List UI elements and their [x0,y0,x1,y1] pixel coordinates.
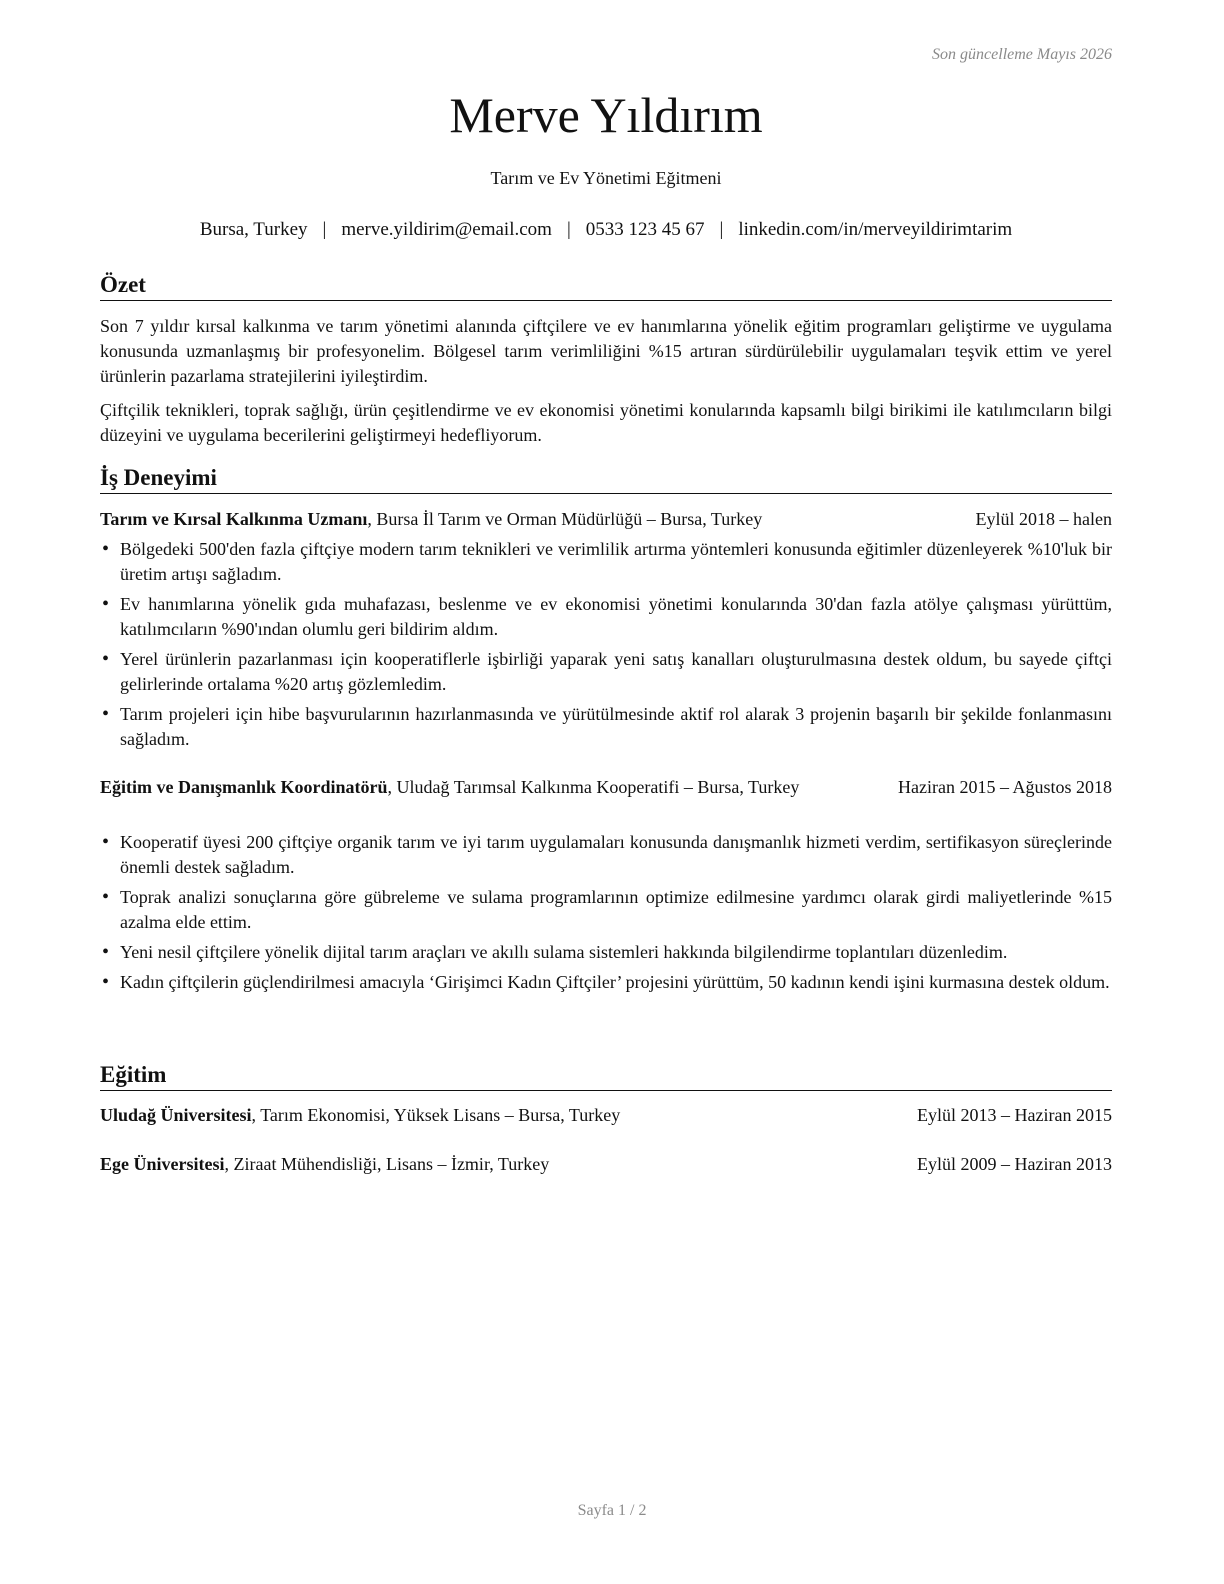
job-dates: Haziran 2015 – Ağustos 2018 [898,777,1112,797]
education-entry [100,1103,1112,1128]
contact-email[interactable]: merve.yildirim@email.com [341,219,552,240]
school-name: Uludağ Üniversitesi [100,1105,252,1125]
education-entry [100,1152,1112,1177]
education-dates: Eylül 2009 – Haziran 2013 [917,1154,1112,1174]
contact-phone: 0533 123 45 67 [585,219,705,240]
job-role: Tarım ve Kırsal Kalkınma Uzmanı [100,509,368,529]
last-updated: Son güncelleme Mayıs 2026 [932,46,1112,63]
job-bullet: • Tarım projeleri için hibe başvurularının hazırlanmasında ve yürütülmesinde aktif rol alarak 3 projenin başarılı bir şekilde fonlanmasını sağladım. [100,702,1112,752]
education-section-title: Eğitim [100,1061,1112,1091]
summary-section-title: Özet [100,271,1112,301]
job-bullet: • Yeni nesil çiftçilere yönelik dijital tarım araçları ve akıllı sulama sistemleri hakkında bilgilendirme toplantıları düzenledim. [100,940,1112,965]
experience-entry-header [100,775,1112,800]
job-bullet: • Toprak analizi sonuçlarına göre gübreleme ve sulama programlarının optimize edilmesine yardımcı olarak girdi maliyetlerinde %15 azalma elde ettim. [100,885,1112,935]
job-bullets [100,537,1112,757]
job-bullet: • Kooperatif üyesi 200 çiftçiye organik tarım ve iyi tarım uygulamaları konusunda danışmanlık hizmeti verdim, sertifikasyon süreçlerinde önemli destek sağladım. [100,830,1112,880]
job-bullets [100,830,1112,1000]
experience-entry-header [100,507,1112,532]
job-bullet: • Bölgedeki 500'den fazla çiftçiye modern tarım teknikleri ve verimlilik artırma yöntemleri konusunda eğitimler düzenleyerek %10'luk bir üretim artışı sağladım. [100,537,1112,587]
experience-section-title: İş Deneyimi [100,464,1112,494]
candidate-headline: Tarım ve Ev Yönetimi Eğitmeni [490,168,722,188]
contact-separator: | [566,219,571,240]
contact-separator: | [719,219,724,240]
job-bullet: • Kadın çiftçilerin güçlendirilmesi amacıyla ‘Girişimci Kadın Çiftçiler’ projesini yürüttüm, 50 kadının kendi işini kurmasına destek oldum. [100,970,1112,995]
job-role: Eğitim ve Danışmanlık Koordinatörü [100,777,388,797]
summary-paragraph: Çiftçilik teknikleri, toprak sağlığı, ürün çeşitlendirme ve ev ekonomisi yönetimi konularında kapsamlı bilgi birikimi ile katılımcıların bilgi düzeyini ve uygulama becerilerini geliştirmeyi hedefliyorum. [100,400,1112,445]
contact-separator: | [322,219,327,240]
page-number: Sayfa 1 / 2 [577,1502,647,1519]
contact-location: Bursa, Turkey [199,219,308,240]
contact-line [100,219,1112,241]
job-bullet: • Ev hanımlarına yönelik gıda muhafazası, beslenme ve ev ekonomisi yönetimi konularında 30'dan fazla atölye çalışması yürüttüm, katılımcıların %90'ından olumlu geri bildirim aldım. [100,592,1112,642]
degree-detail: , Ziraat Mühendisliği, Lisans – İzmir, Turkey [224,1154,550,1174]
school-name: Ege Üniversitesi [100,1154,225,1174]
contact-linkedin[interactable]: linkedin.com/in/merveyildirimtarim [738,219,1013,240]
job-organization: , Bursa İl Tarım ve Orman Müdürlüğü – Bursa, Turkey [367,509,763,529]
job-bullet: • Yerel ürünlerin pazarlanması için kooperatiflerle işbirliği yaparak yeni satış kanalları oluşturulmasına destek oldum, bu sayede çiftçi gelirlerinde ortalama %20 artış gözlemledim. [100,647,1112,697]
job-dates: Eylül 2018 – halen [975,509,1112,529]
summary-paragraph: Son 7 yıldır kırsal kalkınma ve tarım yönetimi alanında çiftçilere ve ev hanımlarına yönelik eğitim programları geliştirme ve uygulama konusunda uzmanlaşmış bir profesyonelim. Bölgesel tarım verimliliğini %15 artıran sürdürülebilir uygulamaları teşvik ettim ve yerel ürünlerin pazarlama stratejilerini iyileştirdim. [100,316,1112,386]
education-dates: Eylül 2013 – Haziran 2015 [917,1105,1112,1125]
candidate-name: Merve Yıldırım [449,87,763,143]
degree-detail: , Tarım Ekonomisi, Yüksek Lisans – Bursa, Turkey [251,1105,621,1125]
summary-text [100,314,1112,457]
job-organization: , Uludağ Tarımsal Kalkınma Kooperatifi – Bursa, Turkey [387,777,800,797]
